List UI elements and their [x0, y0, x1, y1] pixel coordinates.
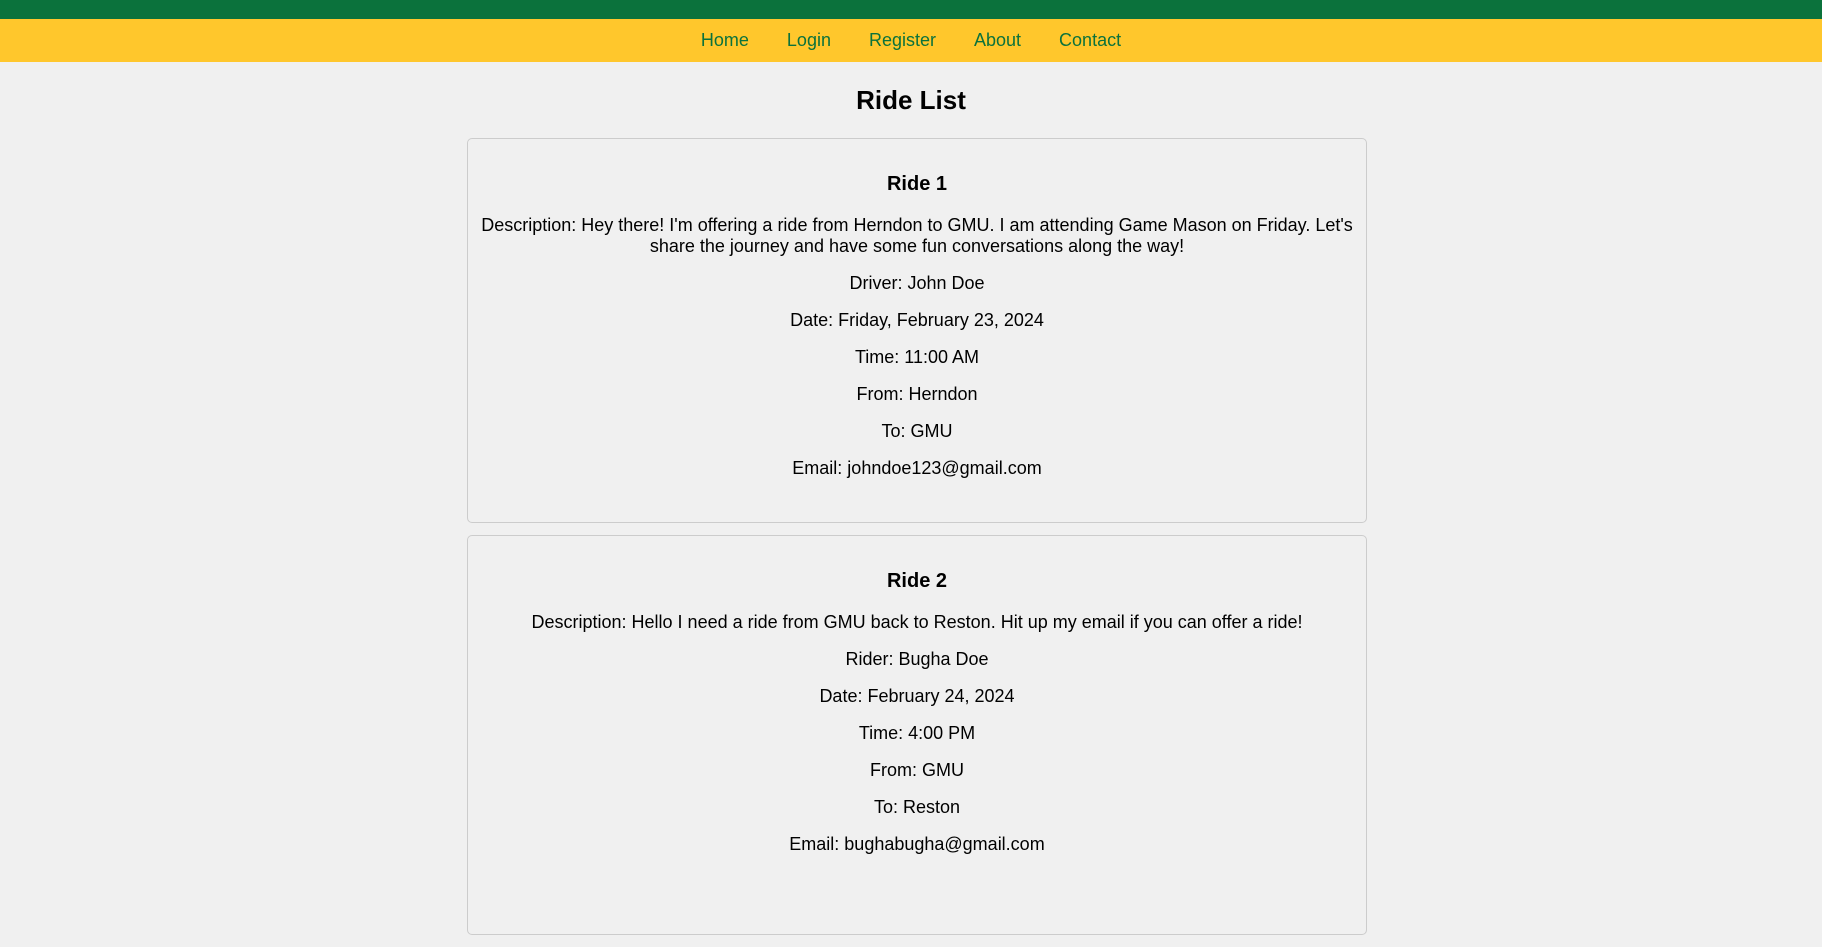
ride-title: Ride 2 — [886, 570, 948, 592]
ride-card — [467, 535, 1367, 935]
ride-description: Description: Hey there! I'm offering a ride from Herndon to GMU. I am attending Game Mason on Friday. Let's share the journey and have some fun conversations along the way! — [481, 215, 1353, 256]
ride-time: Time: 11:00 AM — [854, 347, 980, 367]
nav-link-contact[interactable]: Contact — [1059, 30, 1122, 50]
nav-link-about[interactable]: About — [974, 30, 1022, 50]
nav-link-login[interactable]: Login — [786, 30, 831, 50]
ride-email: Email: johndoe123@gmail.com — [792, 458, 1042, 478]
ride-email: Email: bughabugha@gmail.com — [789, 834, 1045, 854]
ride-card — [467, 138, 1367, 523]
ride-from: From: GMU — [870, 760, 964, 780]
ride-list — [467, 138, 1367, 947]
nav-link-home[interactable]: Home — [700, 30, 749, 50]
ride-driver: Driver: John Doe — [849, 273, 985, 293]
ride-title: Ride 1 — [886, 173, 948, 195]
top-accent-bar — [0, 0, 1822, 19]
ride-from: From: Herndon — [856, 384, 978, 404]
nav-link-register[interactable]: Register — [868, 30, 936, 50]
ride-rider: Rider: Bugha Doe — [845, 649, 989, 669]
ride-to: To: GMU — [881, 421, 953, 441]
main-nav — [0, 19, 1822, 62]
ride-to: To: Reston — [873, 797, 961, 817]
ride-time: Time: 4:00 PM — [858, 723, 976, 743]
ride-date: Date: February 24, 2024 — [819, 686, 1015, 706]
ride-date: Date: Friday, February 23, 2024 — [790, 310, 1044, 330]
page-title: Ride List — [856, 85, 966, 115]
ride-description: Description: Hello I need a ride from GMU back to Reston. Hit up my email if you can offer a ride! — [531, 612, 1303, 632]
